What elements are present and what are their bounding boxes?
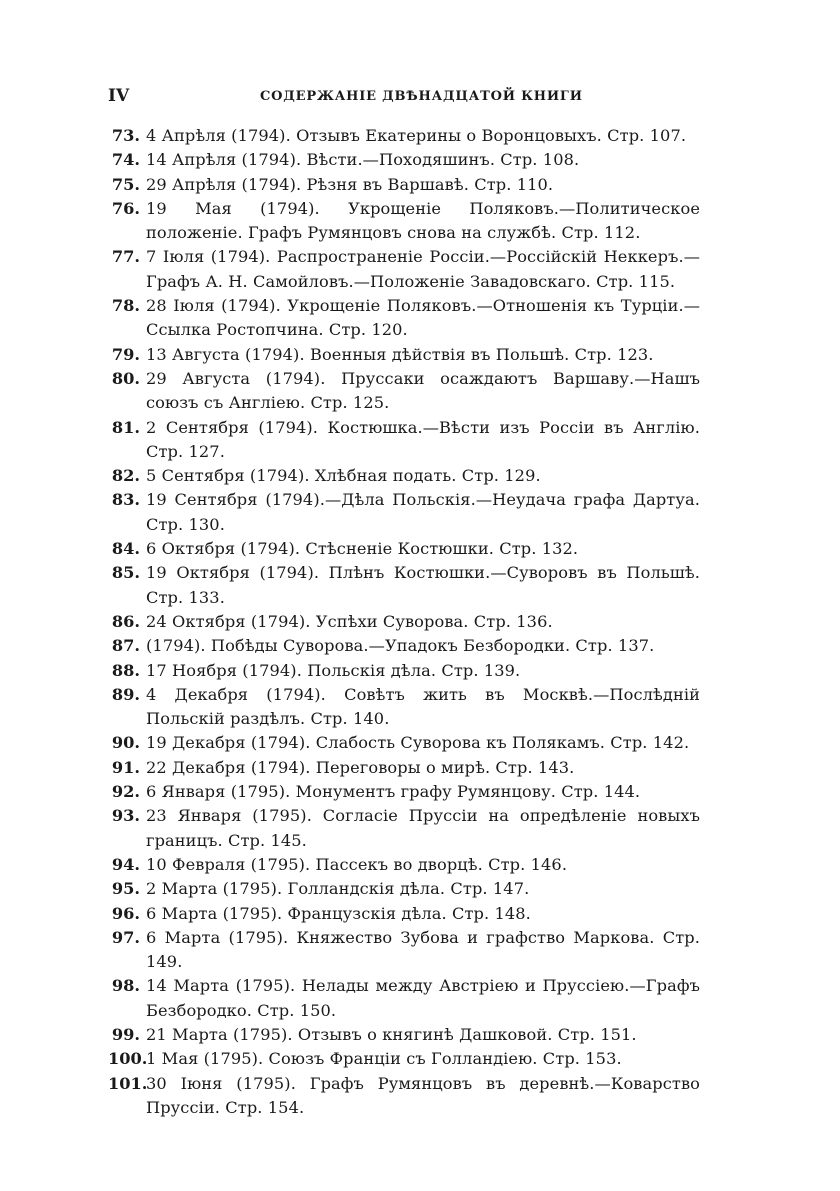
entry-text: 6 Марта (1795). Княжество Зубова и графство Маркова. Стр. 149.	[146, 927, 700, 972]
entry-number: 94.	[111, 854, 140, 874]
toc-entry	[108, 634, 700, 658]
page-header	[108, 86, 698, 110]
entry-number: 79.	[111, 344, 140, 364]
entry-number: 87.	[111, 636, 140, 656]
entry-text: 19 Сентября (1794).—Дѣла Польскiя.—Неудача графа Дартуа. Стр. 130.	[146, 490, 700, 534]
toc-entry	[108, 416, 700, 465]
toc-entry	[108, 902, 700, 926]
toc-entry	[108, 731, 700, 755]
table-of-contents	[108, 124, 700, 1120]
entry-text: 2 Сентября (1794). Костюшка.—Вѣсти изъ Россiи въ Англiю. Стр. 127.	[146, 417, 700, 461]
toc-entry	[108, 343, 700, 367]
toc-entry	[108, 974, 700, 1023]
toc-entry	[108, 610, 700, 634]
entry-text: 2 Марта (1795). Голландскiя дѣла. Стр. 147.	[146, 879, 530, 899]
entry-text: 13 Августа (1794). Военныя дѣйствiя въ Польшѣ. Стр. 123.	[146, 344, 654, 364]
entry-number: 93.	[111, 806, 140, 826]
entry-text: 6 Октября (1794). Стѣсненiе Костюшки. Стр. 132.	[146, 539, 579, 559]
toc-entry	[108, 1023, 700, 1047]
entry-text: 7 Iюля (1794). Распространенiе Россiи.—Россiйскiй Неккеръ.— Графъ А. Н. Самойловъ.—Положенiе Завадовскаго. Стр. 115.	[146, 247, 700, 291]
entry-number: 75.	[111, 174, 140, 194]
toc-entry	[108, 877, 700, 901]
entry-number: 86.	[111, 611, 140, 631]
entry-text: 1 Мая (1795). Союзъ Францiи съ Голландiею. Стр. 153.	[146, 1049, 622, 1069]
entry-number: 77.	[111, 247, 140, 267]
entry-text: 28 Iюля (1794). Укрощенiе Поляковъ.—Отношенiя къ Турцiи.— Ссылка Ростопчина. Стр. 120.	[146, 296, 700, 340]
entry-text: 21 Марта (1795). Отзывъ о княгинѣ Дашковой. Стр. 151.	[146, 1024, 637, 1044]
entry-text: 5 Сентября (1794). Хлѣбная подать. Стр. 129.	[146, 466, 541, 486]
toc-entry	[108, 853, 700, 877]
toc-entry	[108, 926, 700, 975]
entry-number: 84.	[111, 539, 140, 559]
entry-text: 6 Марта (1795). Французскiя дѣла. Стр. 148.	[146, 903, 531, 923]
entry-number: 97.	[111, 927, 140, 947]
toc-entry	[108, 1072, 700, 1121]
entry-number: 99.	[111, 1024, 140, 1044]
toc-entry	[108, 659, 700, 683]
entry-text: 6 Января (1795). Монументъ графу Румянцову. Стр. 144.	[146, 782, 641, 802]
toc-entry	[108, 683, 700, 732]
toc-entry	[108, 294, 700, 343]
toc-entry	[108, 1047, 700, 1071]
entry-number: 89.	[111, 684, 140, 704]
entry-number: 91.	[111, 757, 140, 777]
entry-number: 95.	[111, 879, 140, 899]
entry-text: 29 Апрѣля (1794). Рѣзня въ Варшавѣ. Стр. 110.	[146, 174, 554, 194]
toc-entry	[108, 488, 700, 537]
entry-number: 76.	[111, 198, 140, 218]
entry-number: 80.	[111, 368, 140, 388]
entry-text: 10 Февраля (1795). Пассекъ во дворцѣ. Стр. 146.	[146, 854, 568, 874]
entry-text: 19 Октября (1794). Плѣнъ Костюшки.—Суворовъ въ Польшѣ. Стр. 133.	[146, 563, 700, 607]
running-title: СОДЕРЖАНIЕ ДВѢНАДЦАТОЙ КНИГИ	[260, 89, 583, 104]
entry-text: (1794). Побѣды Суворова.—Упадокъ Безбородки. Стр. 137.	[146, 636, 655, 656]
entry-number: 73.	[111, 126, 140, 145]
entry-number: 92.	[111, 782, 140, 802]
entry-number: 101.	[108, 1073, 148, 1093]
toc-entry	[108, 464, 700, 488]
entry-text: 4 Декабря (1794). Совѣтъ жить въ Москвѣ.—Послѣднiй Польскiй раздѣлъ. Стр. 140.	[146, 684, 701, 729]
entry-text: 29 Августа (1794). Пруссаки осаждаютъ Варшаву.—Нашъ союзъ съ Англiею. Стр. 125.	[146, 368, 700, 413]
toc-entry	[108, 367, 700, 416]
entry-number: 100.	[108, 1049, 148, 1069]
page-number: IV	[108, 86, 130, 106]
toc-entry	[108, 124, 700, 148]
entry-text: 22 Декабря (1794). Переговоры о мирѣ. Стр. 143.	[146, 757, 575, 777]
entry-number: 83.	[111, 490, 140, 510]
toc-entry	[108, 148, 700, 172]
entry-text: 30 Iюня (1795). Графъ Румянцовъ въ деревнѣ.—Коварство Пруссiи. Стр. 154.	[146, 1073, 700, 1117]
toc-entry	[108, 197, 700, 246]
entry-number: 74.	[111, 150, 140, 170]
entry-text: 4 Апрѣля (1794). Отзывъ Екатерины о Воронцовыхъ. Стр. 107.	[146, 126, 687, 145]
toc-entry	[108, 780, 700, 804]
toc-entry	[108, 537, 700, 561]
entry-number: 98.	[111, 976, 140, 996]
entry-text: 19 Мая (1794). Укрощенiе Поляковъ.—Политическое положенiе. Графъ Румянцовъ снова на службѣ. Стр. 112.	[146, 198, 700, 243]
entry-number: 85.	[111, 563, 140, 583]
entry-number: 96.	[111, 903, 140, 923]
entry-text: 14 Марта (1795). Нелады между Австрiею и Пруссiею.—Графъ Безбородко. Стр. 150.	[146, 976, 700, 1020]
toc-entry	[108, 245, 700, 294]
entry-text: 23 Января (1795). Согласiе Пруссiи на опредѣленiе новыхъ границъ. Стр. 145.	[146, 806, 700, 850]
entry-number: 82.	[111, 466, 140, 486]
entry-text: 19 Декабря (1794). Слабость Суворова къ Полякамъ. Стр. 142.	[146, 733, 690, 753]
entry-number: 90.	[111, 733, 140, 753]
toc-entry	[108, 804, 700, 853]
entry-number: 88.	[111, 660, 140, 680]
entry-text: 17 Ноября (1794). Польскiя дѣла. Стр. 139.	[146, 660, 521, 680]
entry-number: 81.	[111, 417, 140, 437]
entry-number: 78.	[111, 296, 140, 316]
entry-text: 14 Апрѣля (1794). Вѣсти.—Походяшинъ. Стр. 108.	[146, 150, 580, 170]
entry-text: 24 Октября (1794). Успѣхи Суворова. Стр. 136.	[146, 611, 553, 631]
toc-entry	[108, 173, 700, 197]
toc-entry	[108, 561, 700, 610]
toc-entry	[108, 756, 700, 780]
